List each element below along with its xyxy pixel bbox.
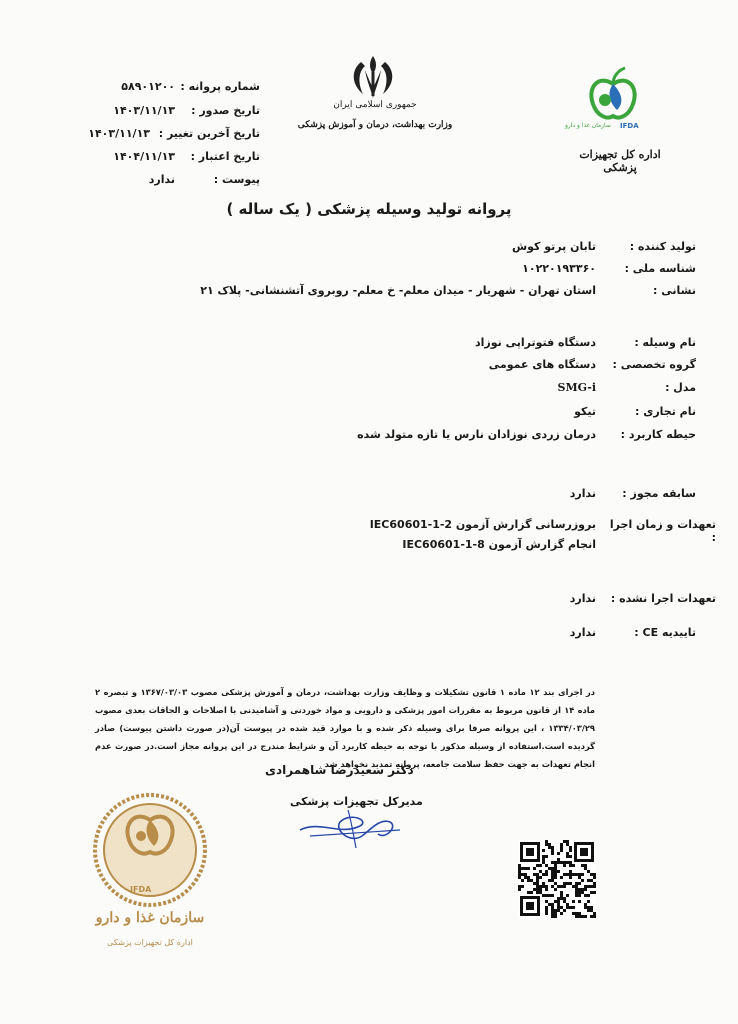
meta-issue-date-label: تاریخ صدور : — [191, 104, 260, 117]
field-usage-value: درمان زردی نوزادان نارس یا تازه متولد شده — [357, 428, 596, 441]
meta-license-no-label: شماره پروانه : — [180, 80, 260, 93]
field-trade-name-label: نام تجاری : — [635, 405, 696, 418]
field-device-label: نام وسیله : — [634, 336, 696, 349]
iran-emblem — [345, 52, 401, 102]
signatory-title: مدیرکل تجهیزات پزشکی — [290, 795, 423, 808]
meta-last-change-value: ۱۴۰۳/۱۱/۱۳ — [88, 127, 150, 140]
field-commitments-label: تعهدات و زمان اجرا : — [609, 518, 716, 544]
meta-validity-value: ۱۴۰۴/۱۱/۱۳ — [113, 150, 175, 163]
field-model-value: SMG-i — [557, 381, 596, 394]
signature-icon — [290, 800, 410, 850]
field-device — [60, 336, 696, 356]
meta-issue-date-value: ۱۴۰۳/۱۱/۱۳ — [113, 104, 175, 117]
field-producer-label: تولید کننده : — [629, 240, 696, 253]
ifda-org-name: اداره کل تجهیزات پزشکی — [579, 148, 661, 174]
field-producer-value: تابان پرتو کوش — [511, 240, 596, 253]
document-title: پروانه تولید وسیله پزشکی ( یک ساله ) — [226, 200, 512, 218]
emblem-caption-1: جمهوری اسلامی ایران — [333, 100, 417, 110]
field-national-id — [60, 262, 696, 282]
field-model — [60, 381, 696, 401]
field-trade-name-value: تیکو — [574, 405, 596, 418]
handwritten-signature — [290, 800, 410, 850]
field-unexecuted — [60, 592, 716, 612]
field-history-value: ندارد — [569, 487, 596, 500]
meta-issue-date — [60, 104, 260, 126]
field-commitments-value-2: انجام گزارش آزمون IEC60601-1-8 — [402, 538, 596, 551]
ifda-logo-label: IFDA — [620, 122, 639, 130]
field-producer — [60, 240, 696, 260]
field-commitments — [60, 518, 716, 558]
meta-attachment-value: ندارد — [148, 173, 175, 186]
meta-validity — [60, 150, 260, 172]
field-group-value: دستگاه های عمومی — [488, 358, 596, 371]
ifda-small-label: سازمان غذا و دارو — [565, 122, 611, 129]
seal-org-name: سازمان غذا و دارو — [95, 910, 205, 926]
meta-validity-label: تاریخ اعتبار : — [190, 150, 260, 163]
field-usage — [60, 428, 696, 448]
meta-attachment-label: پیوست : — [213, 173, 260, 186]
seal-org-sub: اداره کل تجهیزات پزشکی — [107, 938, 193, 947]
field-device-value: دستگاه فتوتراپی نوزاد — [475, 336, 596, 349]
emblem-icon — [345, 52, 401, 102]
field-history-label: سابقه مجوز : — [622, 487, 696, 500]
seal-logo-label: IFDA — [130, 885, 152, 894]
field-usage-label: حیطه کاربرد : — [620, 428, 696, 441]
field-ce-value: ندارد — [569, 626, 596, 639]
field-ce — [60, 626, 696, 646]
field-national-id-label: شناسه ملی : — [624, 262, 696, 275]
field-unexecuted-value: ندارد — [569, 592, 596, 605]
meta-attachment — [60, 173, 260, 195]
field-group — [60, 358, 696, 378]
meta-last-change-label: تاریخ آخرین تغییر : — [158, 127, 260, 140]
meta-last-change — [60, 127, 260, 149]
qr-code[interactable] — [518, 840, 596, 918]
meta-license-no-value: ۵۸۹۰۱۲۰۰ — [121, 80, 175, 93]
field-trade-name — [60, 405, 696, 425]
field-history — [60, 487, 696, 507]
field-national-id-value: ۱۰۲۲۰۱۹۳۳۶۰ — [522, 262, 596, 275]
field-ce-label: تاییدیه CE : — [634, 626, 696, 639]
field-commitments-value-1: بروزرسانی گزارش آزمون IEC60601-1-2 — [369, 518, 596, 531]
signatory-name: دکتر سعیدرضا شاهمرادی — [265, 763, 414, 777]
qr-code-icon — [518, 840, 596, 918]
field-unexecuted-label: تعهدات اجرا نشده : — [610, 592, 716, 605]
field-address — [60, 284, 696, 304]
field-model-label: مدل : — [665, 381, 696, 394]
meta-license-no — [60, 80, 260, 102]
legal-paragraph: در اجرای بند ۱۲ ماده ۱ قانون تشکیلات و وظایف وزارت بهداشت، درمان و آموزش پزشکی مصوب ۱۳۶۷/۰۳/۰۳ و تبصره ۲ ماده ۱۴ از قانون مربوط به مقررات امور پزشکی و دارویی و مواد خوردنی و آشامیدنی با اصلاحات و الحاقات بعدی مصوب ۱۳۳۴/۰۳/۲۹ ، این پروانه صرفا برای وسیله ذکر شده و با موارد قید شده در پیوست آن(در صورت داشتن پیوست) صادر گردیده است.استفاده از وسیله مذکور با توجه به حیطه کاربرد آن و شرایط مندرج در این پروانه مجاز است.در صورت عدم انجام تعهدات به جهت حفظ سلامت جامعه، پروانه تمدید نخواهد شد — [95, 687, 596, 769]
field-address-value: استان تهران - شهریار - میدان معلم- خ معلم- روبروی آتشنشانی- پلاک ۲۱ — [200, 284, 596, 297]
field-address-label: نشانی : — [653, 284, 696, 297]
field-group-label: گروه تخصصی : — [612, 358, 696, 371]
emblem-caption-2: وزارت بهداشت، درمان و آموزش پزشکی — [297, 120, 453, 130]
